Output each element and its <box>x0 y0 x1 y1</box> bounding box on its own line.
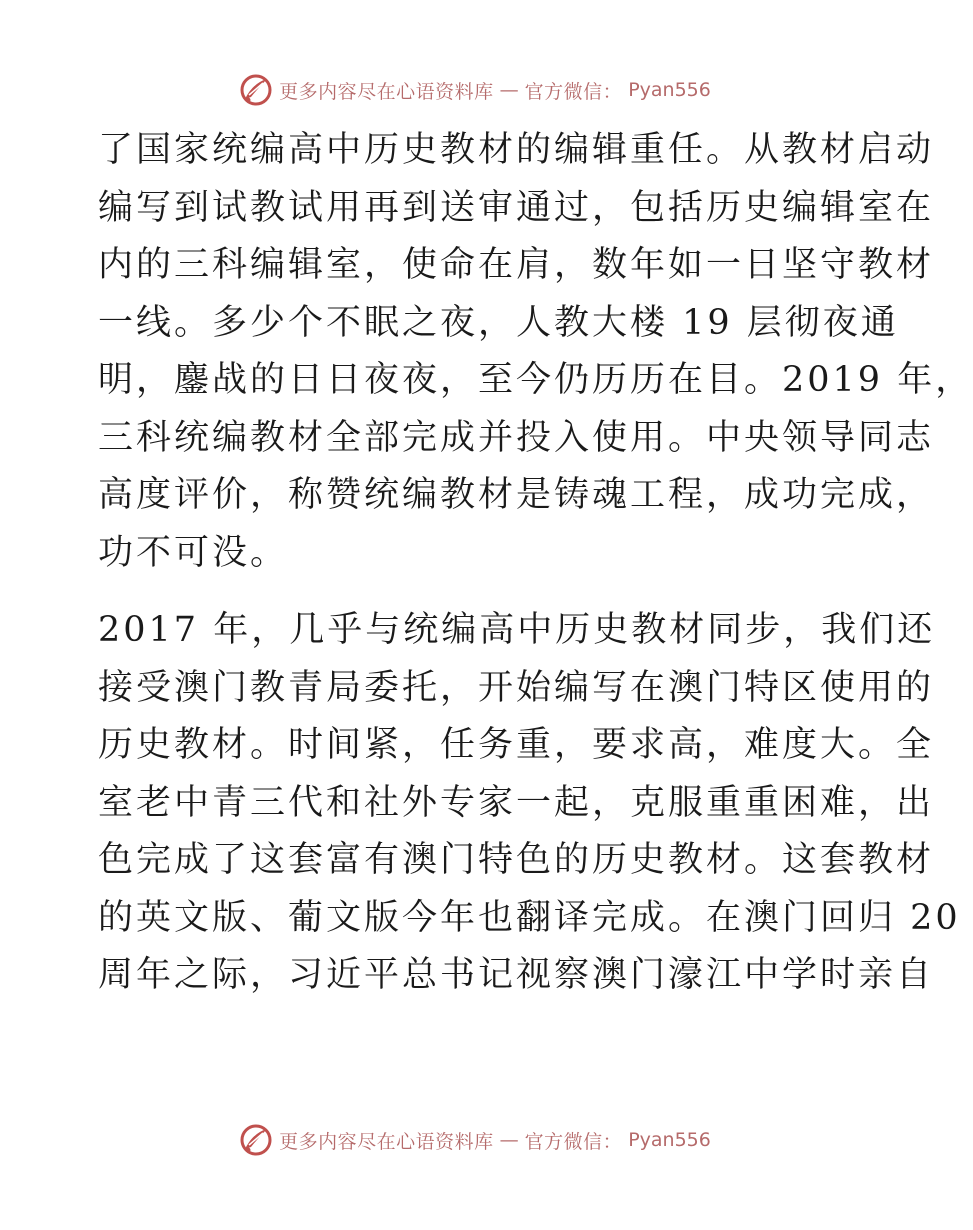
text-line: 接受澳门教青局委托，开始编写在澳门特区使用的 <box>98 667 935 708</box>
text-line: 的英文版、葡文版今年也翻译完成。在澳门回归 20 <box>98 897 961 938</box>
watermark-wechat-id: Pyan556 <box>628 1129 711 1151</box>
watermark-dash: — <box>499 79 519 101</box>
header-watermark <box>0 70 950 110</box>
text-line: 编写到试教试用再到送审通过，包括历史编辑室在 <box>98 187 935 228</box>
watermark-dash: — <box>499 1129 519 1151</box>
footer-watermark <box>0 1120 950 1160</box>
paragraph-2 <box>98 602 961 1005</box>
text-line: 三科统编教材全部完成并投入使用。中央领导同志 <box>98 417 935 458</box>
watermark-wechat-label: 官方微信： <box>524 80 623 103</box>
text-line: 一线。多少个不眠之夜，人教大楼 19 层彻夜通 <box>98 302 899 343</box>
text-line: 色完成了这套富有澳门特色的历史教材。这套教材 <box>98 840 935 880</box>
text-line: 功不可没。 <box>98 532 289 573</box>
brand-logo-icon <box>239 73 273 107</box>
paragraph-1 <box>98 122 973 582</box>
paragraph-spacer <box>98 582 858 602</box>
text-line: 历史教材。时间紧，任务重，要求高，难度大。全 <box>98 725 935 765</box>
watermark-wechat-label: 官方微信： <box>524 1130 623 1153</box>
text-line: 2017 年，几乎与统编高中历史教材同步，我们还 <box>98 610 936 650</box>
text-line: 室老中青三代和社外专家一起，克服重重困难，出 <box>98 782 935 823</box>
brand-logo-icon <box>239 1123 273 1157</box>
watermark-title: 更多内容尽在心语资料库 <box>279 1130 494 1153</box>
watermark-wechat-id: Pyan556 <box>628 79 711 101</box>
text-line: 明，鏖战的日日夜夜，至今仍历历在目。2019 年， <box>98 360 973 400</box>
text-line: 内的三科编辑室，使命在肩，数年如一日坚守教材 <box>98 245 935 285</box>
watermark-title: 更多内容尽在心语资料库 <box>279 80 494 103</box>
document-body <box>98 122 973 1005</box>
text-line: 了国家统编高中历史教材的编辑重任。从教材启动 <box>98 130 935 170</box>
text-line: 周年之际，习近平总书记视察澳门濠江中学时亲自 <box>98 955 935 995</box>
text-line: 高度评价，称赞统编教材是铸魂工程，成功完成， <box>98 475 935 515</box>
